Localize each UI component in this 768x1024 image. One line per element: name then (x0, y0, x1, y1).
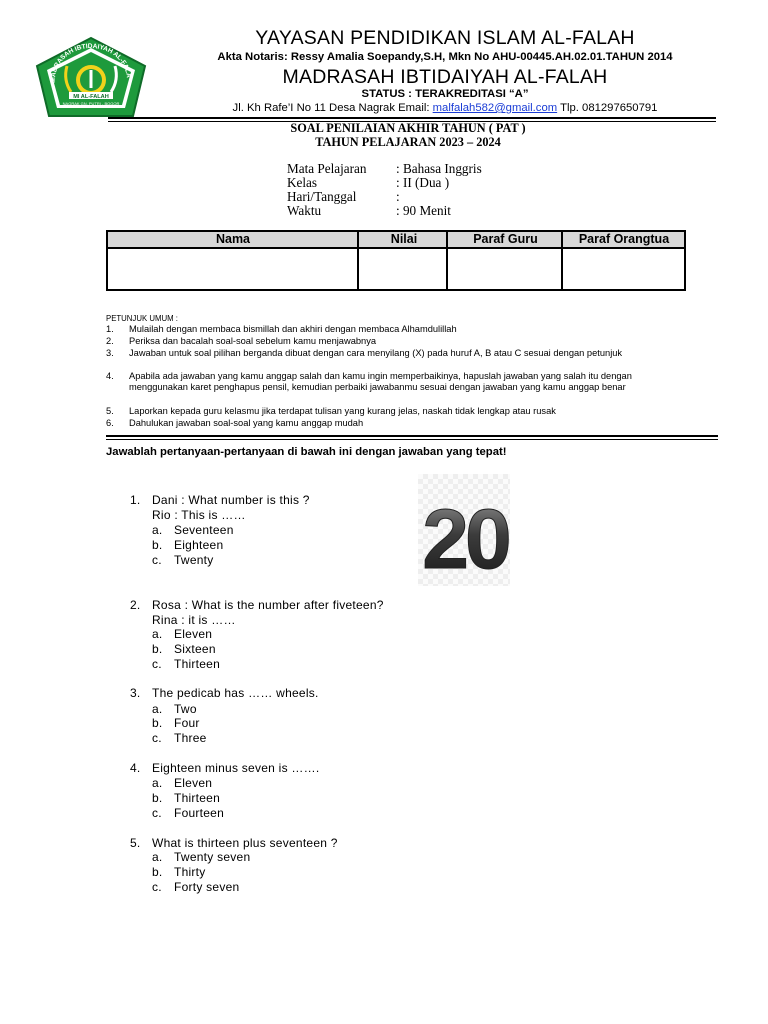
option-text[interactable]: Eleven (174, 627, 213, 641)
option-letter[interactable]: a. (152, 776, 163, 790)
option-text[interactable]: Thirteen (174, 791, 221, 805)
name-cell[interactable] (108, 249, 356, 289)
foundation-name: YAYASAN PENDIDIKAN ISLAM AL-FALAH (255, 27, 635, 49)
info-value: : 90 Menit (396, 203, 451, 218)
option-letter[interactable]: c. (152, 657, 162, 671)
question-extra: Rio : This is …… (152, 508, 246, 522)
option-text[interactable]: Eighteen (174, 538, 224, 552)
info-label: Kelas (287, 175, 318, 190)
column-name: Nama (215, 232, 251, 246)
question-text: The pedicab has …… wheels. (152, 686, 319, 700)
logo-banner-text: MI AL-FALAH (73, 93, 109, 100)
info-label: Hari/Tanggal (287, 189, 357, 204)
option-letter[interactable]: a. (152, 702, 163, 716)
address-text: Jl. Kh Rafe’I No 11 Desa Nagrak Email: (232, 102, 433, 114)
option-letter[interactable]: b. (152, 538, 163, 552)
phone-text: Tlp. 081297650791 (557, 102, 658, 114)
option-text[interactable]: Thirty (174, 865, 206, 879)
instruction-text: Apabila ada jawaban yang kamu anggap salah dan kamu ingin memperbaikinya, hapuslah jawaban yang salah itu dengan menggunakan karet penghapus pensil, kemudian perbaiki jawabanmu sesuai dengan jawaban yang kamu anggap benar (129, 371, 632, 393)
option-text[interactable]: Forty seven (174, 880, 240, 894)
info-label: Mata Pelajaran (287, 161, 367, 176)
question-text: Rosa : What is the number after fiveteen? (152, 598, 384, 612)
instruction-number: 6. (106, 418, 114, 428)
instruction-text: Jawaban untuk soal pilihan berganda dibuat dengan cara menyilang (X) pada huruf A, B atau C sesuai dengan petunjuk (129, 348, 623, 358)
exam-year: TAHUN PELAJARAN 2023 – 2024 (315, 135, 501, 149)
instruction-number: 5. (106, 406, 114, 416)
parent-signature-cell[interactable] (563, 249, 683, 289)
section-divider-thin (106, 439, 718, 440)
option-text[interactable]: Seventeen (174, 523, 234, 537)
question-number: 3. (130, 686, 141, 700)
option-text[interactable]: Sixteen (174, 642, 216, 656)
question-extra: Rina : it is …… (152, 613, 236, 627)
option-letter[interactable]: b. (152, 716, 163, 730)
info-value: : (396, 189, 400, 204)
notary-deed: Akta Notaris: Ressy Amalia Soepandy,S.H, Mkn No AHU-00445.AH.02.01.TAHUN 2014 (217, 51, 673, 63)
option-letter[interactable]: c. (152, 731, 162, 745)
info-value: : II (Dua ) (396, 175, 450, 190)
questions-instruction: Jawablah pertanyaan-pertanyaan di bawah ini dengan jawaban yang tepat! (106, 446, 507, 458)
option-letter[interactable]: c. (152, 553, 162, 567)
info-value: : Bahasa Inggris (396, 161, 482, 176)
option-text[interactable]: Four (174, 716, 200, 730)
instruction-number: 4. (106, 371, 114, 381)
accreditation-status: STATUS : TERAKREDITASI “A” (361, 88, 529, 100)
option-letter[interactable]: a. (152, 627, 163, 641)
number-image-text: 20 (422, 492, 508, 586)
option-letter[interactable]: b. (152, 791, 163, 805)
school-logo-graphic (33, 36, 149, 122)
instruction-text: Laporkan kepada guru kelasmu jika terdapat tulisan yang kurang jelas, naskah tidak lengkap atau rusak (129, 406, 556, 416)
option-text[interactable]: Twenty (174, 553, 214, 567)
teacher-signature-cell[interactable] (448, 249, 560, 289)
logo-top-text: MADRASAH IBTIDAIYAH AL-FALA (49, 42, 132, 83)
option-text[interactable]: Thirteen (174, 657, 221, 671)
school-name: MADRASAH IBTIDAIYAH AL-FALAH (282, 66, 608, 88)
option-letter[interactable]: b. (152, 642, 163, 656)
option-text[interactable]: Twenty seven (174, 850, 251, 864)
option-text[interactable]: Two (174, 702, 197, 716)
number-image-graphic (418, 474, 510, 586)
instruction-number: 3. (106, 348, 114, 358)
instruction-text: Mulailah dengan membaca bismillah dan akhiri dengan membaca Alhamdulillah (129, 324, 457, 334)
option-text[interactable]: Three (174, 731, 207, 745)
option-letter[interactable]: b. (152, 865, 163, 879)
instruction-text: Periksa dan bacalah soal-soal sebelum kamu menjawabnya (129, 336, 377, 346)
question-text: Dani : What number is this ? (152, 493, 310, 507)
option-letter[interactable]: c. (152, 806, 162, 820)
question-text: Eighteen minus seven is ……. (152, 761, 320, 775)
school-logo (33, 36, 149, 122)
instruction-number: 1. (106, 324, 114, 334)
column-teacher-signature: Paraf Guru (473, 232, 538, 246)
school-address (150, 102, 740, 114)
score-cell[interactable] (359, 249, 445, 289)
option-text[interactable]: Eleven (174, 776, 213, 790)
option-letter[interactable]: a. (152, 850, 163, 864)
question-text: What is thirteen plus seventeen ? (152, 836, 338, 850)
instruction-text: Dahulukan jawaban soal-soal yang kamu anggap mudah (129, 418, 364, 428)
instruction-number: 2. (106, 336, 114, 346)
instructions-title: PETUNJUK UMUM : (106, 314, 178, 323)
exam-title: SOAL PENILAIAN AKHIR TAHUN ( PAT ) (290, 121, 526, 135)
question-number: 1. (130, 493, 141, 507)
option-letter[interactable]: a. (152, 523, 163, 537)
logo-bottom-text: NAGRAK GN. PUTRI - BOGOR (62, 101, 120, 106)
info-label: Waktu (287, 203, 322, 218)
score-table (106, 230, 686, 291)
email-link[interactable]: malfalah582@gmail.com (432, 102, 558, 114)
question-number: 2. (130, 598, 141, 612)
section-divider (106, 435, 718, 437)
option-text[interactable]: Fourteen (174, 806, 225, 820)
number-twenty-image (418, 474, 510, 586)
question-number: 4. (130, 761, 141, 775)
column-score: Nilai (390, 232, 418, 246)
option-letter[interactable]: c. (152, 880, 162, 894)
column-parent-signature: Paraf Orangtua (578, 232, 670, 246)
header-divider (108, 117, 716, 119)
question-number: 5. (130, 836, 141, 850)
